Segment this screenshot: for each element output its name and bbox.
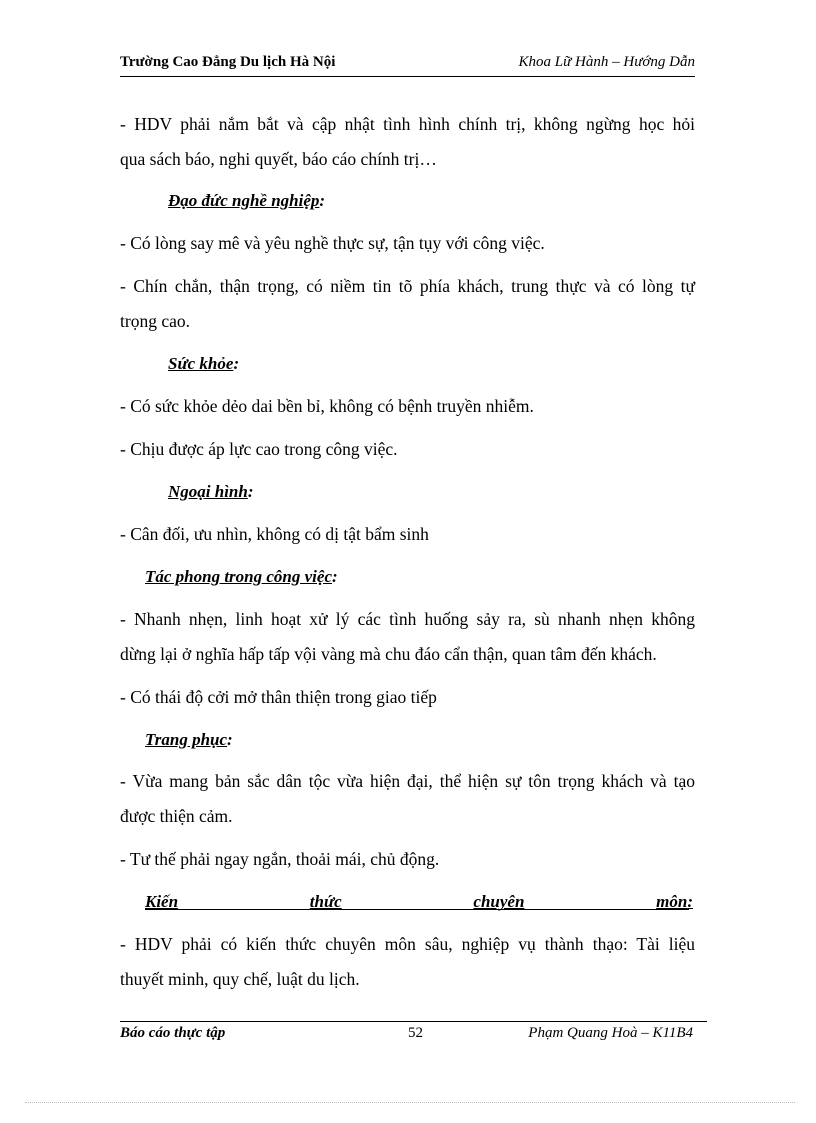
paragraph-line: - Nhanh nhẹn, linh hoạt xử lý các tình huống sảy ra, sù nhanh nhẹn không bbox=[120, 609, 695, 629]
paragraph-line: - Tư thế phải ngay ngắn, thoải mái, chủ động. bbox=[120, 849, 440, 869]
heading-colon: : bbox=[332, 567, 338, 586]
heading-text: Trang phục bbox=[145, 730, 228, 749]
section-heading-attire bbox=[145, 730, 233, 750]
paragraph-line: - Có thái độ cởi mở thân thiện trong giao tiếp bbox=[120, 687, 437, 707]
section-heading-health bbox=[168, 354, 239, 374]
paragraph-line: - Có lòng say mê và yêu nghề thực sự, tận tụy với công việc. bbox=[120, 233, 545, 253]
paragraph-line: - Chín chắn, thận trọng, có niềm tin tõ phía khách, trung thực và có lòng tự bbox=[120, 276, 695, 296]
paragraph-line: được thiện cảm. bbox=[120, 806, 233, 826]
heading-colon: : bbox=[247, 482, 254, 501]
section-heading-work-style bbox=[145, 567, 338, 587]
heading-text: Đạo đức nghề nghiệp bbox=[168, 191, 320, 210]
heading-colon: : bbox=[687, 892, 693, 911]
heading-word: chuyên bbox=[473, 892, 525, 911]
paragraph-line: trọng cao. bbox=[120, 311, 190, 331]
section-heading-appearance bbox=[168, 482, 254, 502]
heading-underline bbox=[145, 909, 689, 910]
page-number: 52 bbox=[408, 1025, 423, 1041]
heading-word: thức bbox=[309, 892, 342, 911]
heading-word: Kiến bbox=[145, 892, 179, 911]
header-faculty-name: Khoa Lữ Hành – Hướng Dẫn bbox=[518, 54, 695, 70]
heading-text: Ngoại hình bbox=[168, 482, 248, 501]
paragraph-line: - HDV phải nắm bắt và cập nhật tình hình chính trị, không ngừng học hỏi bbox=[120, 114, 695, 134]
section-heading-ethics bbox=[168, 191, 325, 211]
paragraph-line: - Cân đối, ưu nhìn, không có dị tật bẩm sinh bbox=[120, 524, 429, 544]
heading-text: Sức khỏe bbox=[168, 354, 234, 373]
header-school-name: Trường Cao Đẳng Du lịch Hà Nội bbox=[120, 54, 336, 70]
page-footer bbox=[120, 1021, 707, 1046]
footer-author: Phạm Quang Hoà – K11B4 bbox=[528, 1025, 693, 1041]
section-heading-expertise bbox=[145, 892, 693, 912]
heading-colon: : bbox=[227, 730, 233, 749]
paragraph-line: thuyết minh, quy chế, luật du lịch. bbox=[120, 969, 360, 989]
paragraph-line: qua sách báo, nghi quyết, báo cáo chính trị… bbox=[120, 149, 437, 169]
paragraph-line: - HDV phải có kiến thức chuyên môn sâu, nghiệp vụ thành thạo: Tài liệu bbox=[120, 934, 695, 954]
paragraph-line: - Vừa mang bản sắc dân tộc vừa hiện đại, thể hiện sự tôn trọng khách và tạo bbox=[120, 771, 695, 791]
paragraph-line: - Có sức khỏe dẻo dai bền bỉ, không có bệnh truyền nhiễm. bbox=[120, 396, 534, 416]
footer-report-title: Báo cáo thực tập bbox=[120, 1025, 226, 1041]
heading-colon: : bbox=[319, 191, 326, 210]
heading-word: môn bbox=[656, 892, 688, 911]
paragraph-line: - Chịu được áp lực cao trong công việc. bbox=[120, 439, 398, 459]
page-bottom-divider bbox=[25, 1102, 795, 1103]
heading-colon: : bbox=[233, 354, 240, 373]
page-header bbox=[120, 52, 695, 77]
paragraph-line: dừng lại ở nghĩa hấp tấp vội vàng mà chu đáo cẩn thận, quan tâm đến khách. bbox=[120, 644, 657, 664]
heading-text: Tác phong trong công việc bbox=[145, 567, 332, 586]
